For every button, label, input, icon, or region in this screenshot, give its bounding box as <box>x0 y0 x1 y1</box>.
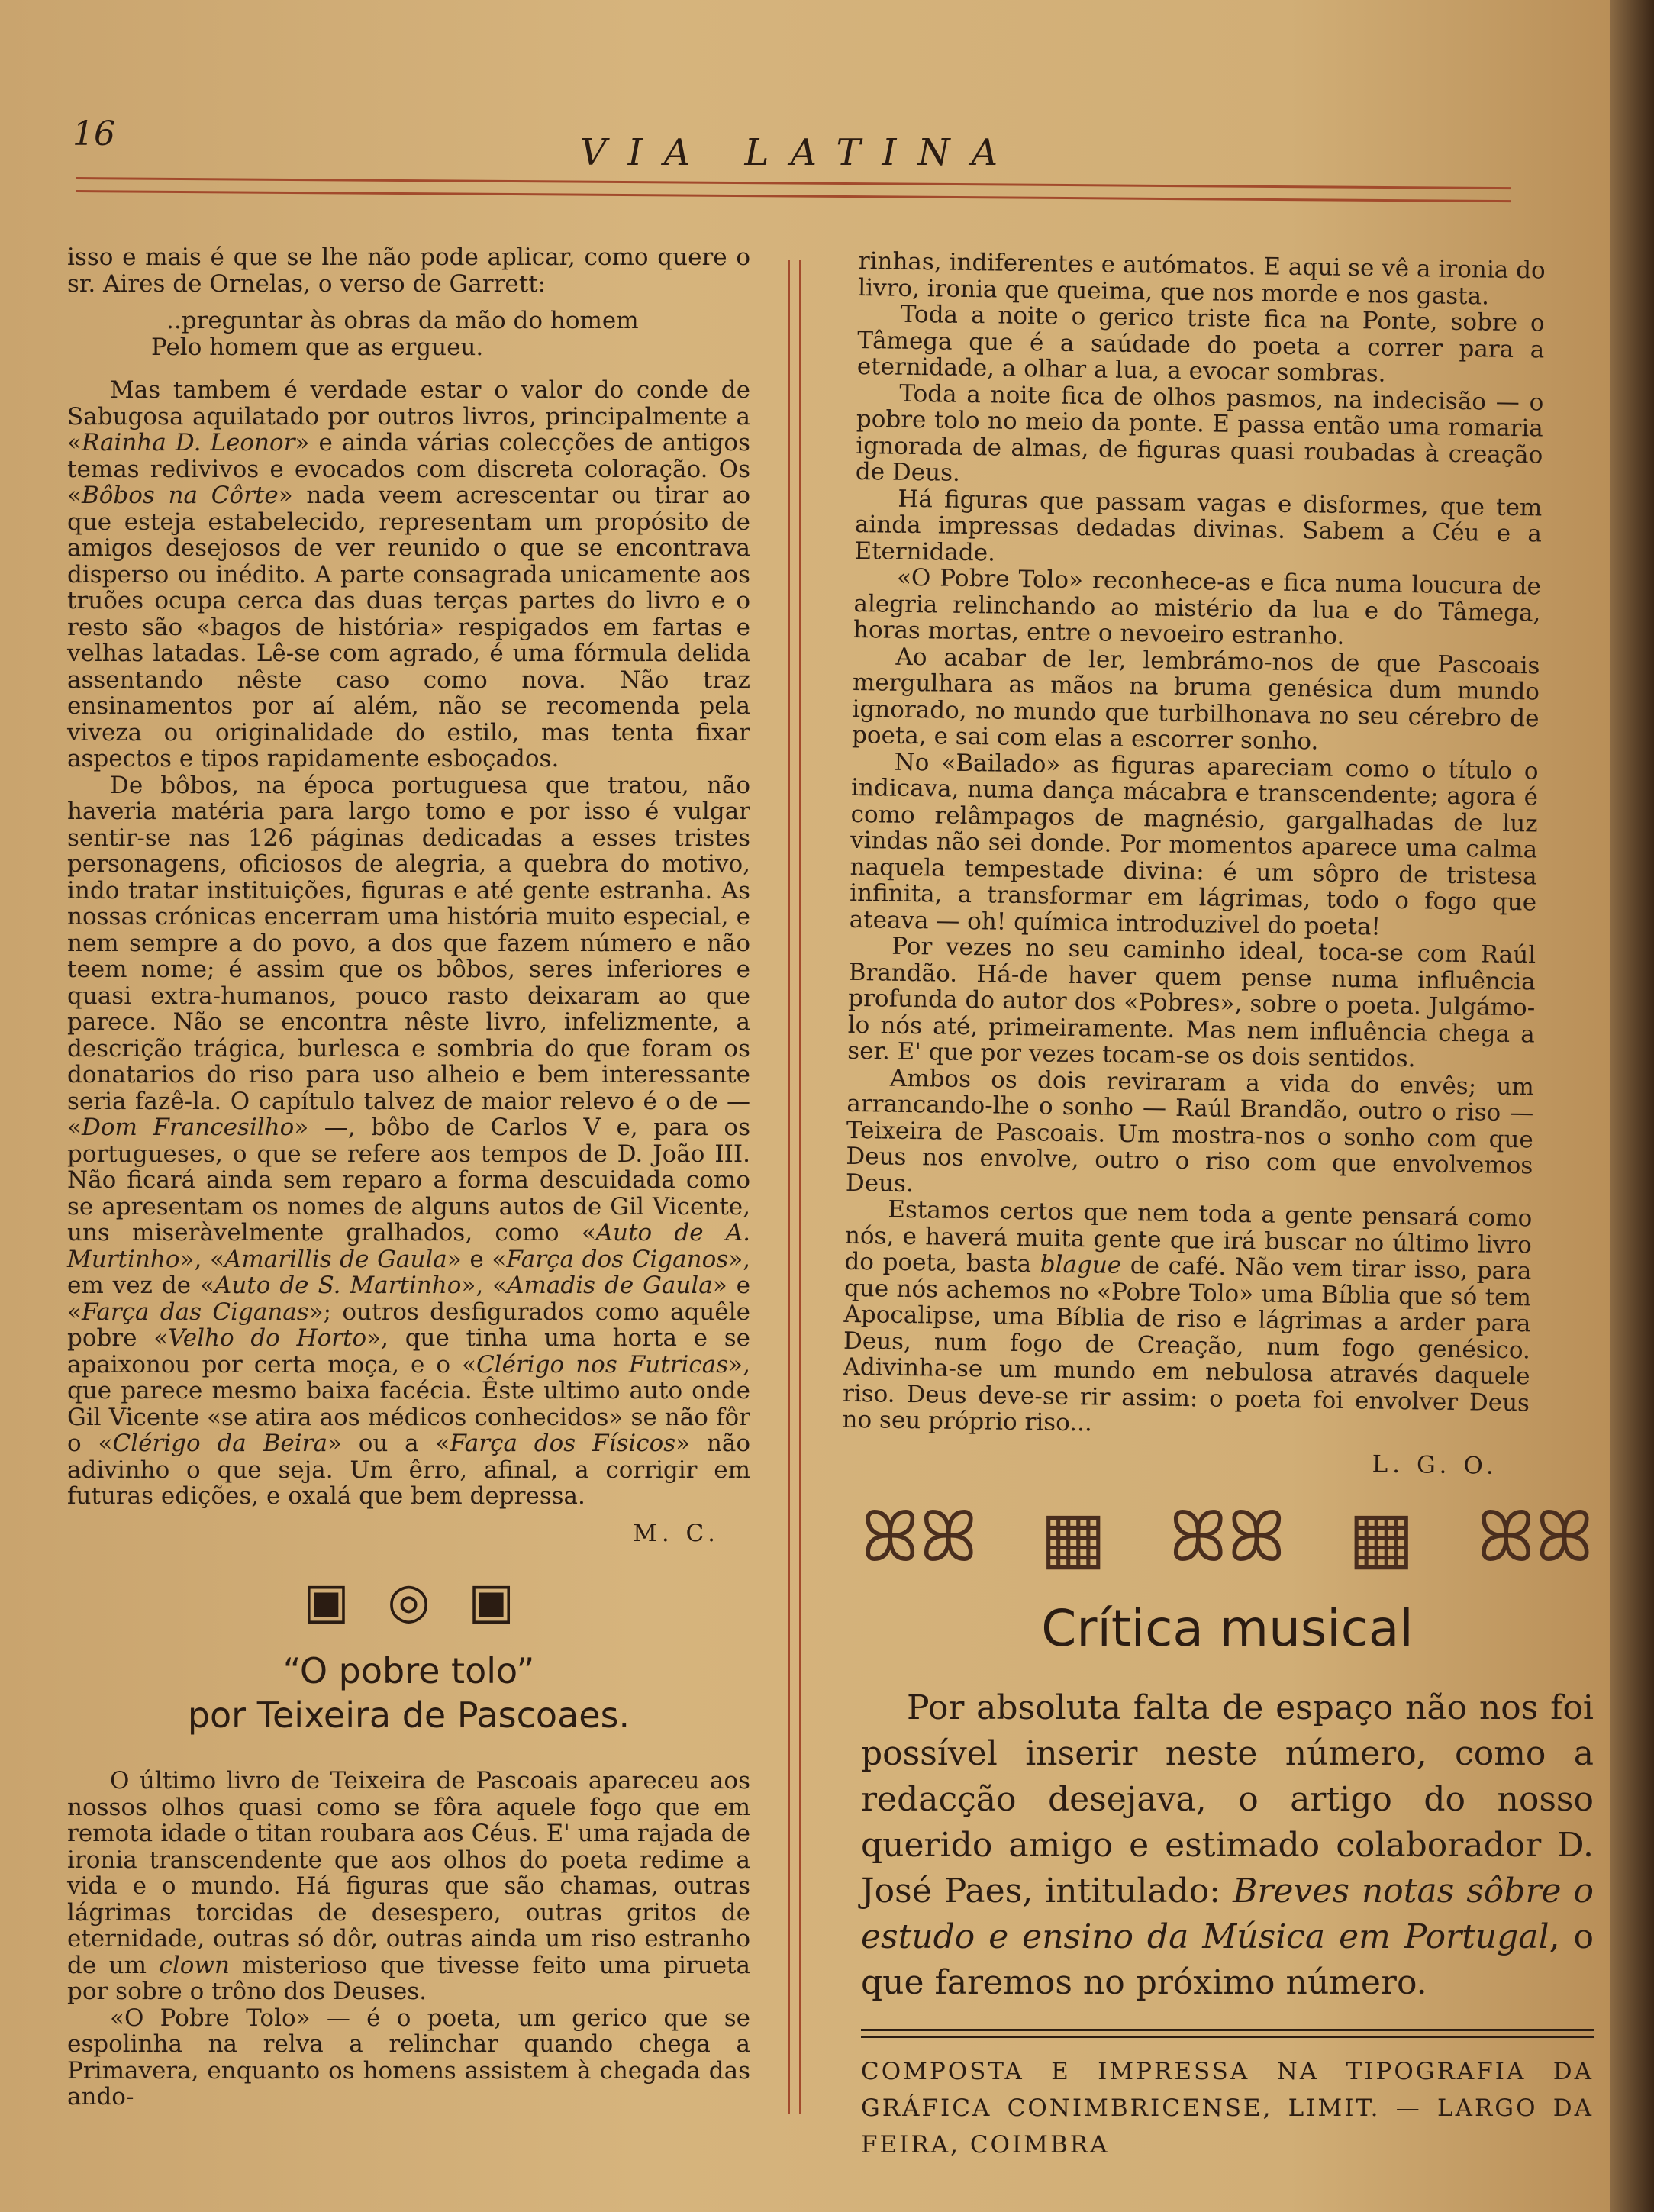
paragraph: rinhas, indiferentes e autómatos. E aqui se vê a ironia do livro, ironia que queima, que nos morde e nos gasta. <box>858 247 1546 311</box>
italic-word: blague <box>1040 1250 1122 1279</box>
italic-title: Auto de A. Murtinho <box>67 1219 750 1273</box>
text-run: Mas tambem é verdade estar o valor do conde de Sabugosa aquilatado por outros livros, principalmente a « <box>67 376 750 456</box>
italic-title: Clérigo da Beira <box>112 1430 327 1457</box>
printer-imprint: COMPOSTA E IMPRESSA NA TIPOGRAFIA DA GRÁFICA CONIMBRICENSE, LIMIT. — LARGO DA FEIRA, COIMBRA <box>861 2058 1594 2159</box>
text-run: Por absoluta falta de espaço não nos foi possível inserir neste número, como a redacção desejava, o artigo do nosso querido amigo e estimado colaborador D. José Paes, intitulado: <box>861 1688 1594 1911</box>
critica-section <box>861 1466 1594 2163</box>
italic-title: Auto de S. Martinho <box>214 1272 462 1299</box>
text-run: » ou a « <box>327 1430 450 1457</box>
italic-title: Clérigo nos Futricas <box>476 1350 729 1378</box>
grid-ornament-icon: ▦ <box>1040 1496 1107 1578</box>
book-spine <box>1610 0 1654 2212</box>
text-run: » e ainda várias colecções de antigos temas redivivos e evocados com discreta coloração. Os « <box>67 429 750 509</box>
paragraph <box>67 772 750 1510</box>
text-run: » —, bôbo de Carlos V e, para os portugueses, o que se refere aos tempos de D. João III. Não ficará ainda sem reparo a forma descuidada como se apresentam os nomes de alguns autos de Gil Vicente, uns miseràvelmente gralhados, como « <box>67 1114 750 1246</box>
article-title-line: por Teixeira de Pascoaes. <box>187 1694 630 1736</box>
imprint-rule <box>861 2029 1594 2038</box>
text-run: , o que faremos no próximo número. <box>861 1917 1594 2002</box>
grid-ornament-icon: ▦ <box>1348 1496 1415 1578</box>
paragraph: Ao acabar de ler, lembrámo-nos de que Pascoais mergulhara as mãos na bruma genésica dum mundo ignorado, no mundo que turbilhonava no seu cérebro de poeta, e sai com elas a escorrer sonho. <box>851 643 1540 756</box>
italic-title: Farça dos Ciganos <box>506 1245 729 1273</box>
text-run: », « <box>461 1272 508 1299</box>
header-rule <box>76 177 1511 202</box>
knot-ornament-icon: ꕤꕤ <box>1169 1496 1286 1578</box>
verse-line: Pelo homem que as ergueu. <box>151 333 484 361</box>
signature: L. G. O. <box>1372 1450 1499 1480</box>
paragraph <box>67 377 750 772</box>
text-run: »; outros desfigurados como aquêle pobre « <box>67 1298 750 1352</box>
italic-title: Farça das Ciganas <box>81 1298 309 1326</box>
text-run: de café. Não vem tirar isso, para que nós achemos no «Pobre Tolo» uma Bíblia que só tem Apocalipse, uma Bíblia de riso e lágrimas a arder para Deus, num fogo de Creação, num fogo genésico. Adivinha-se um mundo em nebulosa através daquele riso. Deus deve-se rir assim: o poeta foi envolver Deus no seu próprio riso... <box>842 1251 1532 1437</box>
signature: M. C. <box>633 1519 720 1547</box>
knot-ornament-icon: ꕤꕤ <box>1476 1496 1594 1578</box>
verse-line: ..preguntar às obras da mão do homem <box>166 307 639 334</box>
italic-title: Amarillis de Gaula <box>224 1245 447 1273</box>
circle-ornament-icon: ◎ <box>387 1573 430 1630</box>
verse-quote <box>151 307 750 361</box>
text-run: misterioso que tivesse feito uma pirueta por sobre o trôno dos Deuses. <box>67 1951 750 2005</box>
italic-title: Dom Francesilho <box>81 1114 295 1141</box>
article-title <box>67 1649 750 1737</box>
text-run: » nada veem acrescentar ou tirar ao que esteja estabelecido, representam um propósito de amigos desejosos de ver reunido o que se encontrava disperso ou inédito. A parte consagrada unicamente aos truões ocupa cerca das duas terças partes do livro e o resto são «bagos de história» respigados em fartas e velhas latadas. Lê-se com agrado, é uma fórmula delida assentando nêste caso como nova. Não traz ensinamentos por aí além, não se recomenda pela viveza ou originalidade do estilo, mas tenta fixar aspectos e tipos rapidamente esboçados. <box>67 482 751 772</box>
italic-title: Velho do Horto <box>168 1324 367 1352</box>
square-ornament-icon: ▣ <box>303 1573 350 1630</box>
paragraph: Ambos os dois reviraram a vida do envês; um arrancando-lhe o sonho — Raúl Brandão, outro o riso — Teixeira de Pascoais. Um mostra-nos o sonho com que Deus nos envolve, outro o riso com que envolvemos Deus. <box>845 1064 1534 1198</box>
left-column <box>67 244 750 2110</box>
italic-word: clown <box>159 1951 230 1979</box>
paragraph <box>842 1196 1532 1443</box>
text-run: », que tinha uma horta e se apaixonou por certa moça, e o « <box>67 1324 750 1378</box>
paragraph: Toda a noite fica de olhos pasmos, na indecisão — o pobre tolo no meio da ponte. E passa então uma romaria ignorada de almas, de figuras quasi roubadas à creação de Deus. <box>855 379 1544 487</box>
running-title: VIA LATINA <box>580 131 1020 174</box>
paragraph <box>67 1768 750 2005</box>
text-run: » não adivinho o que seja. Um êrro, afinal, a corrigir em futuras edições, e oxalá que bem depressa. <box>67 1430 751 1510</box>
square-ornament-icon: ▣ <box>468 1573 514 1630</box>
italic-title: Rainha D. Leonor <box>81 429 295 456</box>
decorative-band <box>861 1491 1594 1583</box>
knot-ornament-icon: ꕤꕤ <box>861 1496 979 1578</box>
paragraph: «O Pobre Tolo» — é o poeta, um gerico que se espolinha na relva a relinchar quando chega a Primavera, enquanto os homens assistem à chegada das ando- <box>67 2004 750 2110</box>
paragraph: Por vezes no seu caminho ideal, toca-se com Raúl Brandão. Há-de haver quem pense numa influência profunda do autor dos «Pobres», sobre o poeta. Julgámo-lo nós até, primeiramente. Mas nem influência chega a ser. E' que por vezes tocam-se os dois sentidos. <box>847 932 1536 1073</box>
paragraph: Há figuras que passam vagas e disformes, que tem ainda impressas dedadas divinas. Sabem a Céu e a Eternidade. <box>854 485 1543 567</box>
ornament <box>67 1573 750 1630</box>
column-rule <box>788 260 801 2114</box>
text-run: », que parece mesmo baixa facécia. Êste ultimo auto onde Gil Vicente «se atira aos médicos conhecidos» se não fôr o « <box>67 1350 750 1457</box>
paragraph <box>861 1685 1594 2006</box>
paragraph: No «Bailado» as figuras apareciam como o título o indicava, numa dança mácabra e transcendente; agora é como relâmpagos de magnésio, gargalhadas de luz vindas não sei donde. Por momentos aparece uma calma naquela tempestade divina: é um sôpro de tristesa infinita, a transformar em lágrimas, todo o fogo que ateava — oh! química introduzivel do poeta! <box>849 748 1539 941</box>
paragraph: isso e mais é que se lhe não pode aplicar, como quere o sr. Aires de Ornelas, o verso de Garrett: <box>67 243 750 298</box>
italic-title: Breves notas sôbre o estudo e ensino da Música em Portugal <box>861 1872 1594 1956</box>
text-run: » e « <box>447 1245 507 1273</box>
critica-body <box>861 1685 1594 2006</box>
italic-title: Farça dos Físicos <box>450 1430 676 1457</box>
text-run: Estamos certos que nem toda a gente pensará como nós, e haverá muita gente que irá buscar no último livro do poeta, basta <box>844 1195 1533 1279</box>
right-column <box>842 248 1546 1479</box>
italic-title: Amadis de Gaula <box>507 1272 713 1299</box>
paragraph: Toda a noite o gerico triste fica na Ponte, sobre o Tâmega que é a saúdade do poeta a correr para a eternidade, a olhar a lua, a evocar sombras. <box>856 300 1545 388</box>
page-number: 16 <box>73 114 115 153</box>
paragraph: «O Pobre Tolo» reconhece-as e fica numa loucura de alegria relinchando ao mistério da lua e do Tâmega, horas mortas, entre o nevoeiro estranho. <box>853 563 1542 650</box>
text-run: » e « <box>67 1272 751 1326</box>
text-run: De bôbos, na época portuguesa que tratou, não haveria matéria para largo tomo e por isso é vulgar sentir-se nas 126 páginas dedicadas a esses tristes personagens, oficiosos de alegria, a quebra do motivo, indo tratar instituições, figuras e até gente estranha. As nossas crónicas encerram uma história muito especial, e nem sempre a do povo, a dos que fazem número e não teem nome; é assim que os bôbos, seres inferiores e quasi extra-humanos, pouco rasto deixaram ao que parece. Não se encontra nêste livro, infelizmente, a descrição trágica, burlesca e sombria do que foram os donatarios do riso para uso alheio e bem interessante seria fazê-la. O capítulo talvez de maior relevo é o de — « <box>67 771 750 1141</box>
text-run: », « <box>179 1245 224 1273</box>
text-run: O último livro de Teixeira de Pascoais apareceu aos nossos olhos quasi como se fôra aquele fogo que em remota idade o titan roubara aos Céus. E' uma rajada de ironia transcendente que aos olhos do poeta redime a vida e o mundo. Há figuras que são chamas, outras lágrimas torcidas de desespero, outras gritos de eternidade, outras só dôr, outras ainda um riso estranho de um <box>67 1767 750 1979</box>
italic-title: Bôbos na Côrte <box>81 482 279 509</box>
section-title: Crítica musical <box>1041 1599 1414 1658</box>
text-run: », em vez de « <box>67 1245 751 1299</box>
article-title-line: “O pobre tolo” <box>282 1650 535 1691</box>
